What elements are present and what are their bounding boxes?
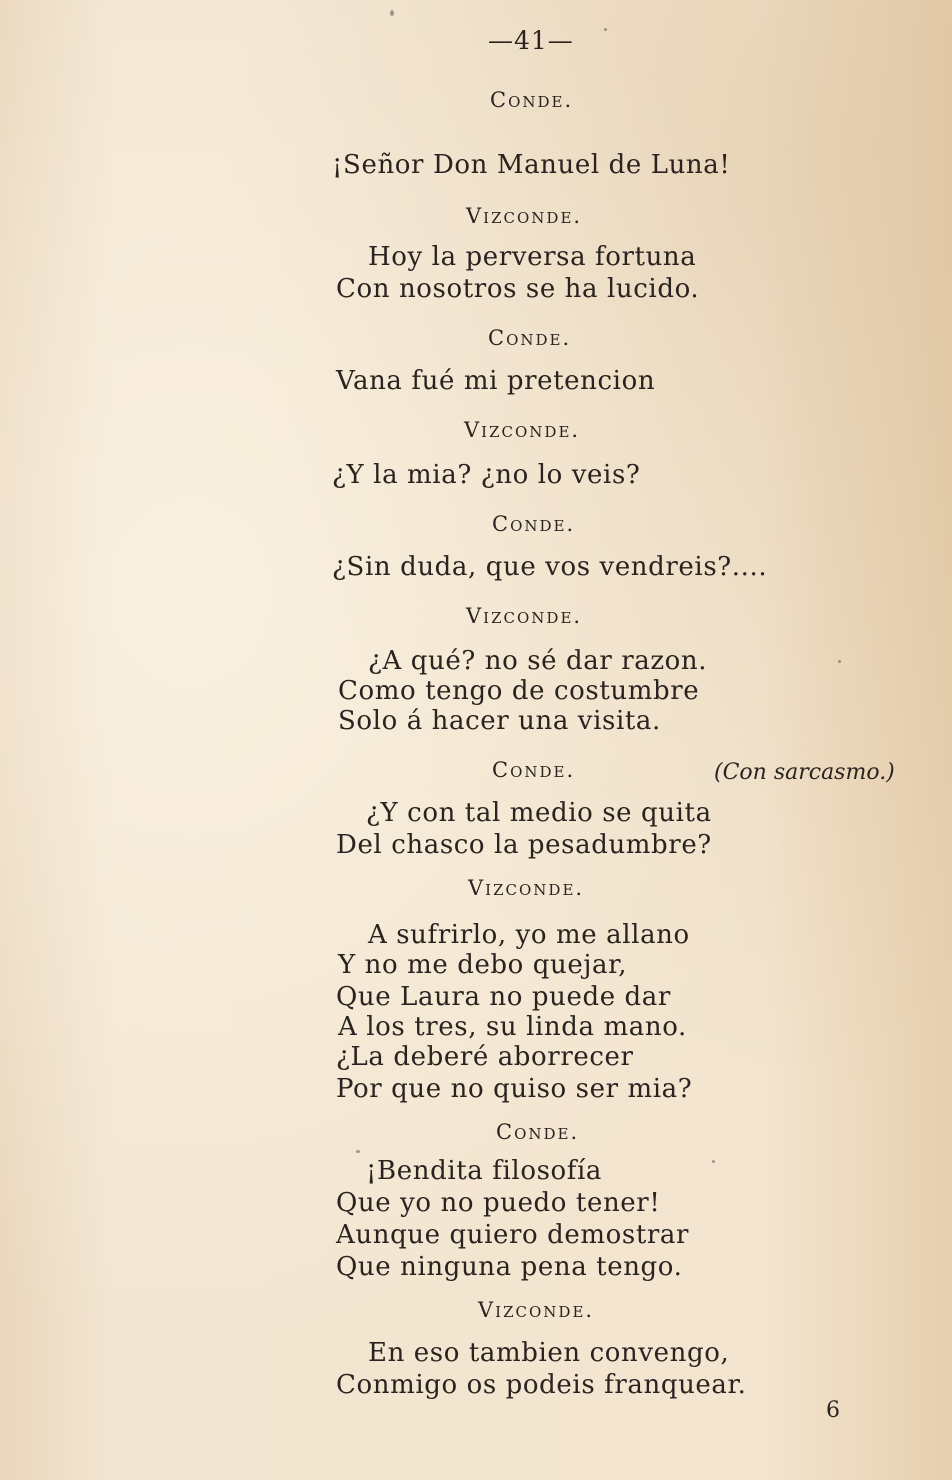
- verse-line: ¡Bendita filosofía: [366, 1156, 603, 1186]
- verse-line: Por que no quiso ser mia?: [336, 1074, 693, 1104]
- stage-direction: (Con sarcasmo.): [714, 760, 895, 785]
- verse-line: ¿La deberé aborrecer: [336, 1042, 634, 1072]
- verse-line: Vana fué mi pretencion: [336, 366, 656, 396]
- verse-line: Que Laura no puede dar: [336, 982, 671, 1012]
- verse-line: Solo á hacer una visita.: [338, 706, 661, 736]
- verse-line: Aunque quiero demostrar: [336, 1220, 690, 1250]
- verse-line: ¡Señor Don Manuel de Luna!: [332, 150, 731, 180]
- verse-line: A sufrirlo, yo me allano: [368, 920, 690, 950]
- verse-line: Y no me debo quejar,: [338, 950, 628, 980]
- speaker-label: Vizconde.: [466, 204, 583, 228]
- verse-line: Que yo no puedo tener!: [336, 1188, 661, 1218]
- verse-line: Con nosotros se ha lucido.: [336, 274, 700, 304]
- paper-speck: [390, 10, 394, 16]
- paper-speck: [356, 1150, 360, 1153]
- speaker-label: Conde.: [490, 88, 574, 112]
- speaker-label: Conde.: [492, 758, 576, 782]
- verse-line: ¿Y la mia? ¿no lo veis?: [332, 460, 641, 490]
- verse-line: ¿A qué? no sé dar razon.: [368, 646, 708, 676]
- verse-line: Como tengo de costumbre: [338, 676, 700, 706]
- verse-line: Del chasco la pesadumbre?: [336, 830, 712, 860]
- speaker-label: Vizconde.: [468, 876, 585, 900]
- verse-line: A los tres, su linda mano.: [338, 1012, 687, 1042]
- verse-line: Que ninguna pena tengo.: [336, 1252, 683, 1282]
- speaker-label: Vizconde.: [464, 418, 581, 442]
- verse-line: ¿Y con tal medio se quita: [366, 798, 712, 828]
- speaker-label: Conde.: [492, 512, 576, 536]
- verse-line: Hoy la perversa fortuna: [368, 242, 697, 272]
- verse-line: ¿Sin duda, que vos vendreis?....: [332, 552, 768, 582]
- signature-mark: 6: [826, 1398, 840, 1423]
- paper-speck: [838, 660, 841, 663]
- speaker-label: Conde.: [496, 1120, 580, 1144]
- speaker-label: Vizconde.: [466, 604, 583, 628]
- verse-line: En eso tambien convengo,: [368, 1338, 730, 1368]
- paper-speck: [604, 28, 607, 31]
- page-number: —41—: [488, 26, 574, 55]
- paper-speck: [712, 1160, 715, 1163]
- verse-line: Conmigo os podeis franquear.: [336, 1370, 747, 1400]
- speaker-label: Conde.: [488, 326, 572, 350]
- speaker-label: Vizconde.: [478, 1298, 595, 1322]
